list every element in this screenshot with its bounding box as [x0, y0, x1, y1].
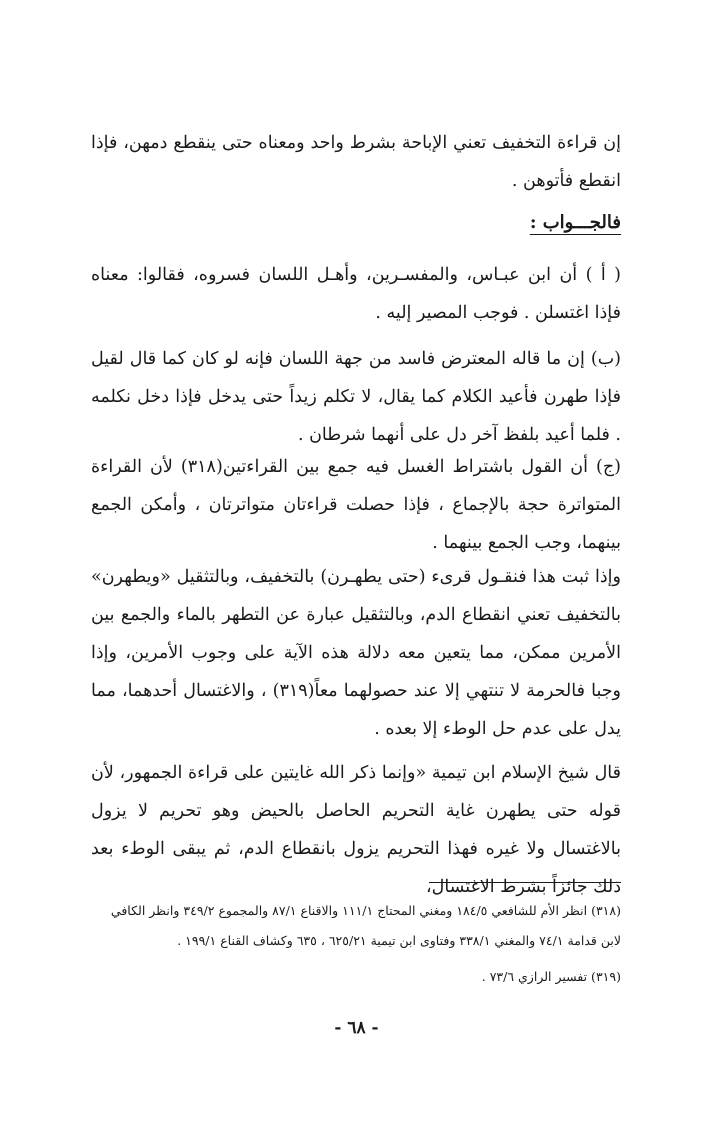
footnote-318-text: (٣١٨) انظر الأم للشافعي ١٨٤/٥ ومغني المحتاج ١١١/١ والاقناع ٨٧/١ والمجموع ٣٤٩/٢ وانظر الكافي لابن قدامة ٧٤/١ والمغني ٣٣٨/١ وفتاوى ابن تيمية ٦٢٥/٢١ ، ٦٣٥ وكشاف القناع ١٩٩/١ . — [110, 903, 621, 948]
footnote-319-text: (٣١٩) تفسير الرازي ٧٣/٦ . — [481, 969, 621, 984]
footnote-319 — [91, 962, 621, 992]
point-c-text: (ج) أن القول باشتراط الغسل فيه جمع بين القراءتين(٣١٨) لأن القراءة المتواترة حجة بالإجماع ، فإذا حصلت قراءتان متواترتان ، وأمكن الجمع بينهما، وجب الجمع بينهما . — [91, 457, 621, 553]
footnote-318 — [91, 896, 621, 956]
answer-heading — [530, 212, 621, 233]
conclusion-paragraph — [91, 558, 621, 748]
page-number: - ٦٨ - — [334, 1018, 379, 1038]
quote-text: قال شيخ الإسلام ابن تيمية «وإنما ذكر الله غايتين على قراءة الجمهور، لأن قوله حتى يطهرن غاية التحريم الحاصل بالحيض وهو تحريم لا يزول بالاغتسال ولا غيره فهذا التحريم يزول بانقطاع الدم، ثم يبقى الوطء بعد ذلك جائزاً بشرط الاغتسال، — [91, 763, 621, 897]
point-b-text: (ب) إن ما قاله المعترض فاسد من جهة اللسان فإنه لو كان كما قال لقيل فإذا طهرن فأعيد الكلام كما يقال، لا تكلم زيداً حتى يدخل فإذا دخل نكلمه . فلما أعيد بلفظ آخر دل على أنهما شرطان . — [91, 349, 621, 445]
footnote-separator — [429, 882, 621, 883]
intro-text: إن قراءة التخفيف تعني الإباحة بشرط واحد ومعناه حتى ينقطع دمهن، فإذا انقطع فأتوهن . — [91, 133, 621, 191]
point-b — [91, 340, 621, 454]
intro-paragraph — [91, 124, 621, 200]
conclusion-text: وإذا ثبت هذا فنقـول قرىء (حتى يطهـرن) بالتخفيف، وبالتثقيل «ويطهرن» بالتخفيف تعني انقطاع الدم، وبالتثقيل عبارة عن التطهر بالماء والجمع بين الأمرين ممكن، مما يتعين معه دلالة هذه الآية على وجوب الأمرين، وإذا وجبا فالحرمة لا تنتهي إلا عند حصولهما معاً(٣١٩) ، والاغتسال أحدهما، مما يدل على عدم حل الوطء إلا بعده . — [91, 567, 621, 739]
point-a-text: ( أ ) أن ابن عبـاس، والمفسـرين، وأهـل اللسان فسروه، فقالوا: معناه فإذا اغتسلن . فوجب المصير إليه . — [91, 265, 621, 323]
point-c — [91, 448, 621, 562]
point-a — [91, 256, 621, 332]
quote-paragraph — [91, 754, 621, 906]
answer-heading-text: فالجـــواب : — [529, 212, 621, 233]
